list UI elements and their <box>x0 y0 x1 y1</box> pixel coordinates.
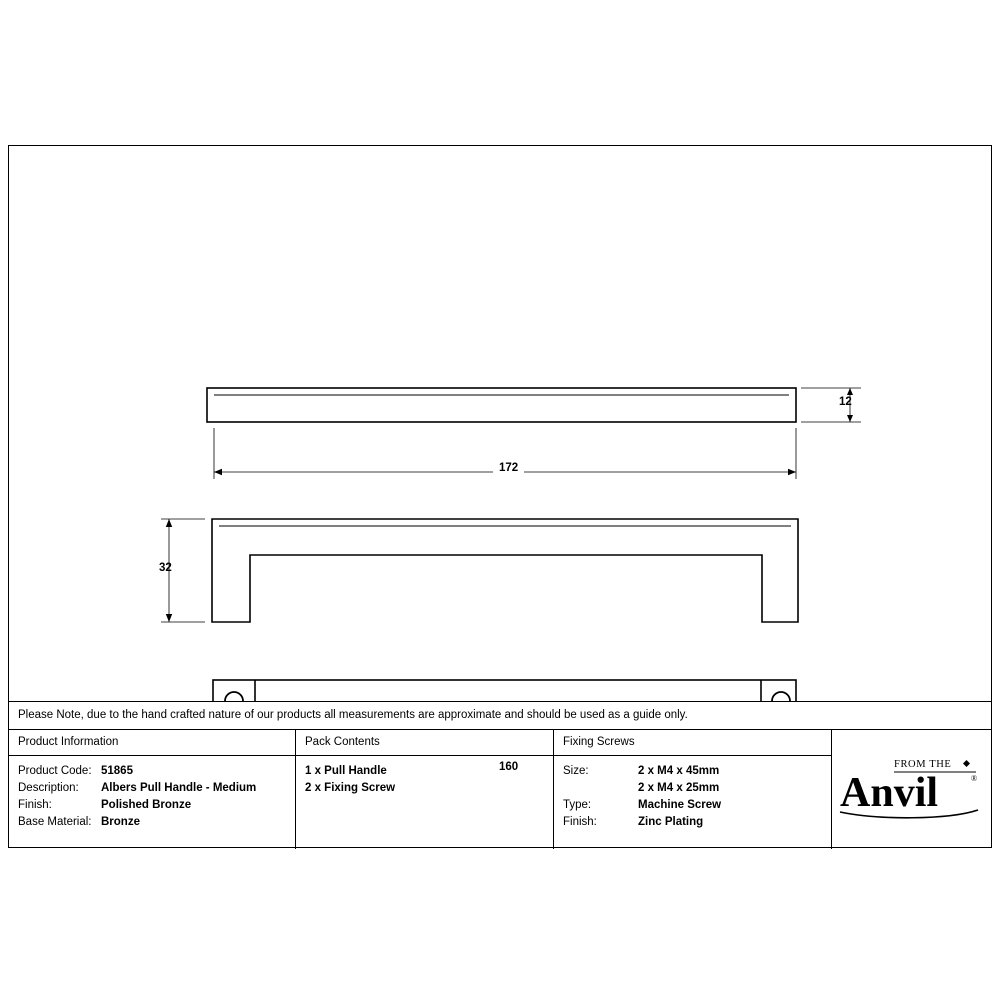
product-code-row <box>18 765 133 777</box>
fixing-finish-value: Zinc Plating <box>638 816 704 828</box>
description-label: Description: <box>18 782 79 794</box>
bottom-view-plate <box>213 680 796 701</box>
finish-label: Finish: <box>18 799 52 811</box>
fixing-finish-label: Finish: <box>563 816 597 828</box>
dimension-label-172: 172 <box>493 462 524 474</box>
dimension-label-160: 160 <box>493 761 524 773</box>
pack-contents-column <box>295 730 553 849</box>
divider <box>9 755 295 756</box>
technical-drawing-sheet <box>8 145 992 848</box>
divider <box>554 755 831 756</box>
fixing-size-value: 2 x M4 x 45mm <box>638 765 720 777</box>
svg-text:FROM THE: FROM THE <box>894 759 952 770</box>
base-material-row <box>18 816 140 828</box>
product-information-heading: Product Information <box>18 736 119 748</box>
divider <box>296 755 553 756</box>
dimension-12 <box>801 388 861 422</box>
measurement-note: Please Note, due to the hand crafted nature of our products all measurements are approximate and should be used as a guide only. <box>18 709 688 721</box>
from-the-anvil-logo <box>832 730 992 849</box>
fixing-size-row <box>563 765 719 777</box>
finish-value: Polished Bronze <box>101 799 192 811</box>
product-information-column <box>9 730 295 849</box>
base-material-value: Bronze <box>101 816 140 828</box>
dimension-label-32: 32 <box>159 562 172 574</box>
info-table <box>9 729 991 848</box>
description-row <box>18 782 256 794</box>
fixing-screws-column <box>553 730 831 849</box>
fixing-type-row <box>563 799 721 811</box>
fixing-size-row-2 <box>563 782 719 794</box>
fixing-type-value: Machine Screw <box>638 799 722 811</box>
fixing-finish-row <box>563 816 703 828</box>
svg-text:®: ® <box>971 774 978 783</box>
pack-contents-item: 1 x Pull Handle <box>305 765 387 777</box>
anvil-logo-icon <box>838 748 988 826</box>
fixing-type-label: Type: <box>563 799 592 811</box>
fixing-size-label: Size: <box>563 765 589 777</box>
svg-text:Anvil: Anvil <box>840 770 939 816</box>
side-view-handle <box>212 519 798 622</box>
product-code-value: 51865 <box>101 765 133 777</box>
dimension-label-12: 12 <box>839 396 852 408</box>
fixing-size-value-2: 2 x M4 x 25mm <box>638 782 720 794</box>
fixing-screws-heading: Fixing Screws <box>563 736 635 748</box>
description-value: Albers Pull Handle - Medium <box>101 782 257 794</box>
pack-contents-heading: Pack Contents <box>305 736 380 748</box>
product-code-label: Product Code: <box>18 765 92 777</box>
measurement-note-row <box>9 701 991 729</box>
finish-row <box>18 799 191 811</box>
base-material-label: Base Material: <box>18 816 92 828</box>
top-view-bar <box>207 388 796 422</box>
pack-contents-item: 2 x Fixing Screw <box>305 782 396 794</box>
brand-logo-column <box>831 730 991 849</box>
